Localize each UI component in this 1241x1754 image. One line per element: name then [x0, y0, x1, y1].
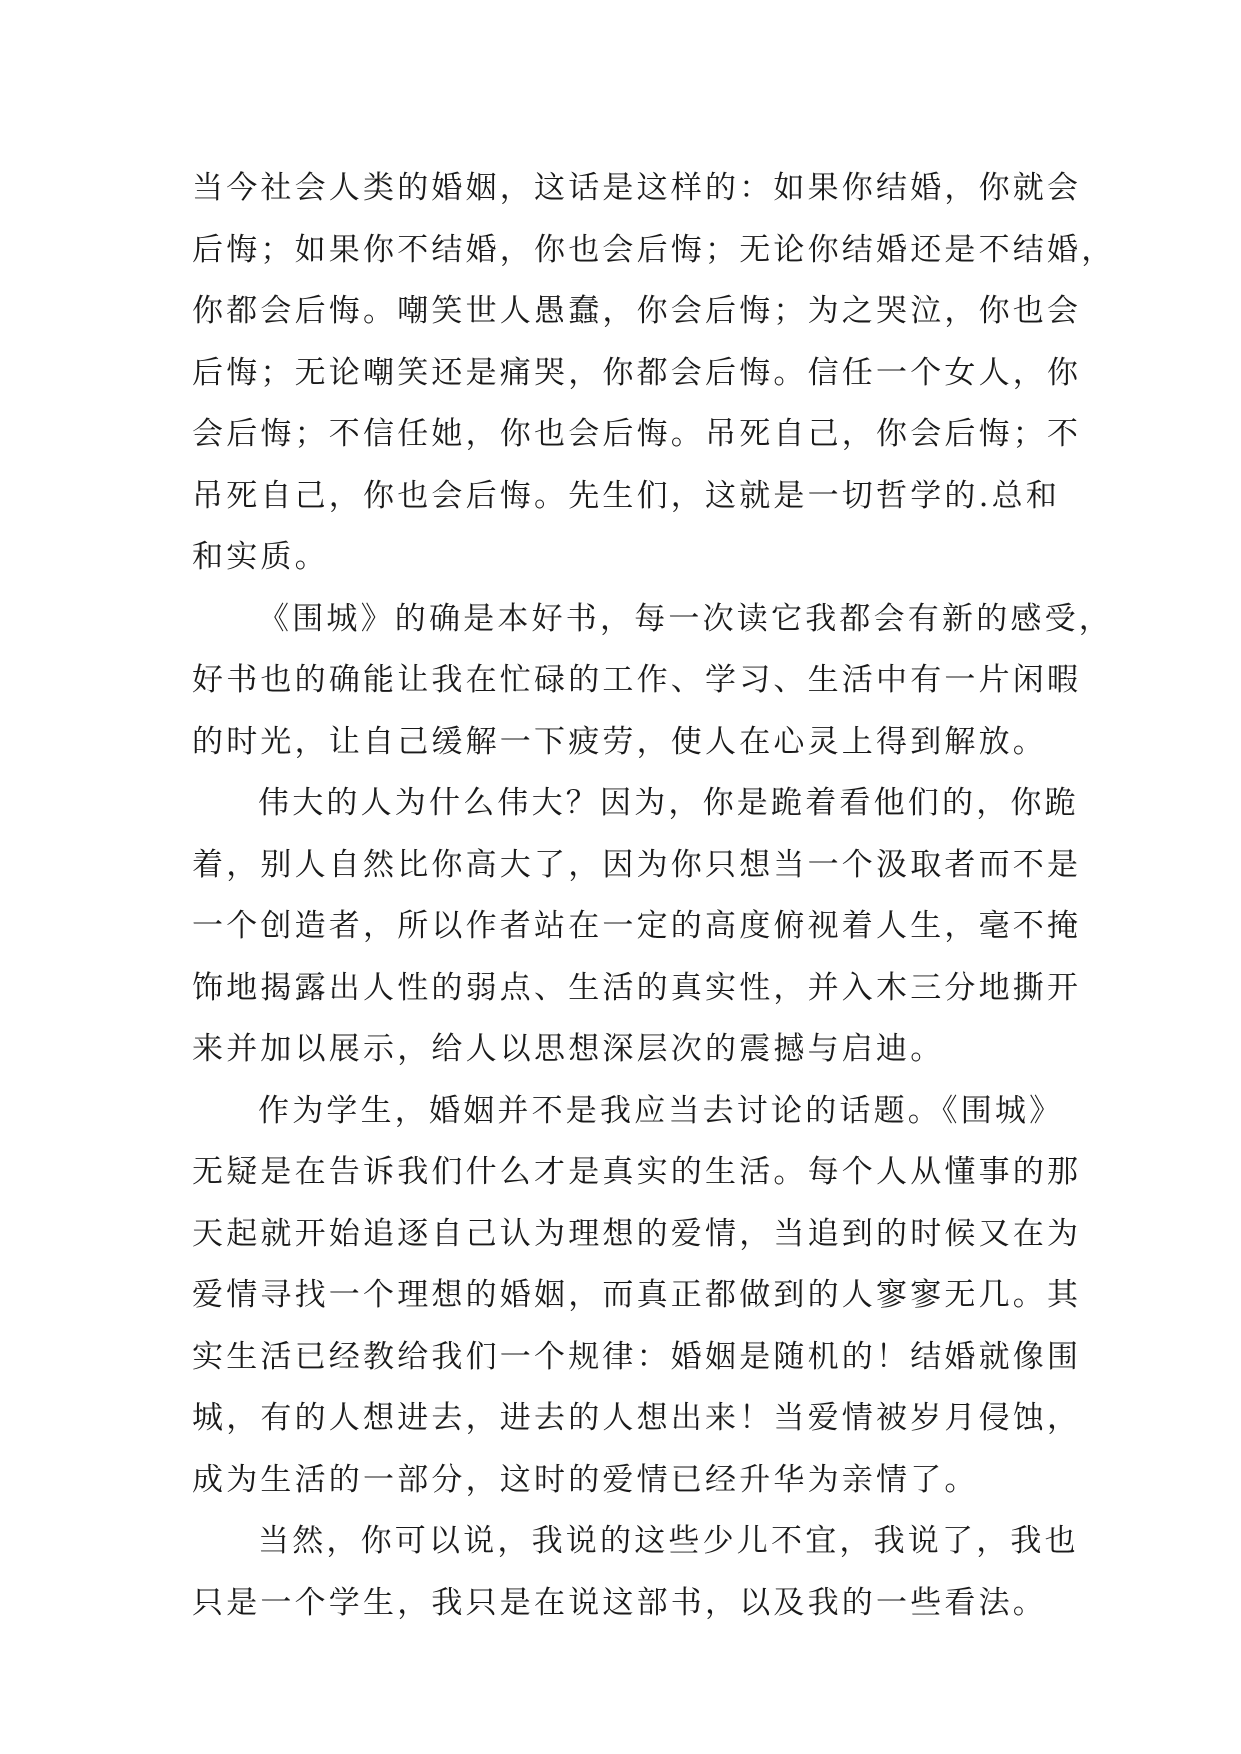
- paragraph-4: [192, 1081, 1082, 1512]
- text-line: 当然，你可以说，我说的这些少儿不宜，我说了，我也: [258, 1523, 1079, 1559]
- text-line: 城，有的人想进去，进去的人想出来！当爱情被岁月侵蚀，: [192, 1400, 1082, 1436]
- text-line: 好书也的确能让我在忙碌的工作、学习、生活中有一片闲暇: [192, 662, 1082, 698]
- text-line: 和实质。: [192, 539, 329, 575]
- text-line: 只是一个学生，我只是在说这部书，以及我的一些看法。: [192, 1584, 1047, 1621]
- text-line: 后悔；无论嘲笑还是痛哭，你都会后悔。信任一个女人，你: [192, 354, 1082, 391]
- paragraph-2: [192, 589, 1113, 774]
- paragraph-1: [192, 158, 1116, 589]
- text-line: 来并加以展示，给人以思想深层次的震撼与启迪。: [192, 1031, 945, 1067]
- text-line: 后悔；如果你不结婚，你也会后悔；无论你结婚还是不结婚，: [192, 231, 1116, 268]
- text-line: 《围城》的确是本好书，每一次读它我都会有新的感受，: [258, 600, 1113, 637]
- text-line: 你都会后悔。嘲笑世人愚蠢，你会后悔；为之哭泣，你也会: [192, 293, 1082, 329]
- text-line: 伟大的人为什么伟大？因为，你是跪着看他们的，你跪: [258, 785, 1079, 821]
- text-line: 吊死自己，你也会后悔。先生们，这就是一切哲学的.总和: [192, 477, 1061, 514]
- text-line: 无疑是在告诉我们什么才是真实的生活。每个人从懂事的那: [192, 1154, 1082, 1190]
- text-line: 的时光，让自己缓解一下疲劳，使人在心灵上得到解放。: [192, 723, 1047, 760]
- text-line: 实生活已经教给我们一个规律：婚姻是随机的！结婚就像围: [192, 1338, 1082, 1375]
- text-line: 会后悔；不信任她，你也会后悔。吊死自己，你会后悔；不: [192, 416, 1082, 452]
- text-line: 成为生活的一部分，这时的爱情已经升华为亲情了。: [192, 1461, 979, 1498]
- text-line: 作为学生，婚姻并不是我应当去讨论的话题。《围城》: [258, 1092, 1064, 1129]
- text-line: 爱情寻找一个理想的婚姻，而真正都做到的人寥寥无几。其: [192, 1277, 1082, 1313]
- body-text: [192, 158, 1116, 1634]
- text-line: 着，别人自然比你高大了，因为你只想当一个汲取者而不是: [192, 846, 1082, 883]
- text-line: 天起就开始追逐自己认为理想的爱情，当追到的时候又在为: [192, 1215, 1082, 1252]
- text-line: 当今社会人类的婚姻，这话是这样的：如果你结婚，你就会: [192, 170, 1082, 206]
- paragraph-5: [192, 1511, 1079, 1634]
- text-line: 一个创造者，所以作者站在一定的高度俯视着人生，毫不掩: [192, 908, 1082, 944]
- text-line: 饰地揭露出人性的弱点、生活的真实性，并入木三分地撕开: [192, 969, 1082, 1006]
- paragraph-3: [192, 773, 1082, 1081]
